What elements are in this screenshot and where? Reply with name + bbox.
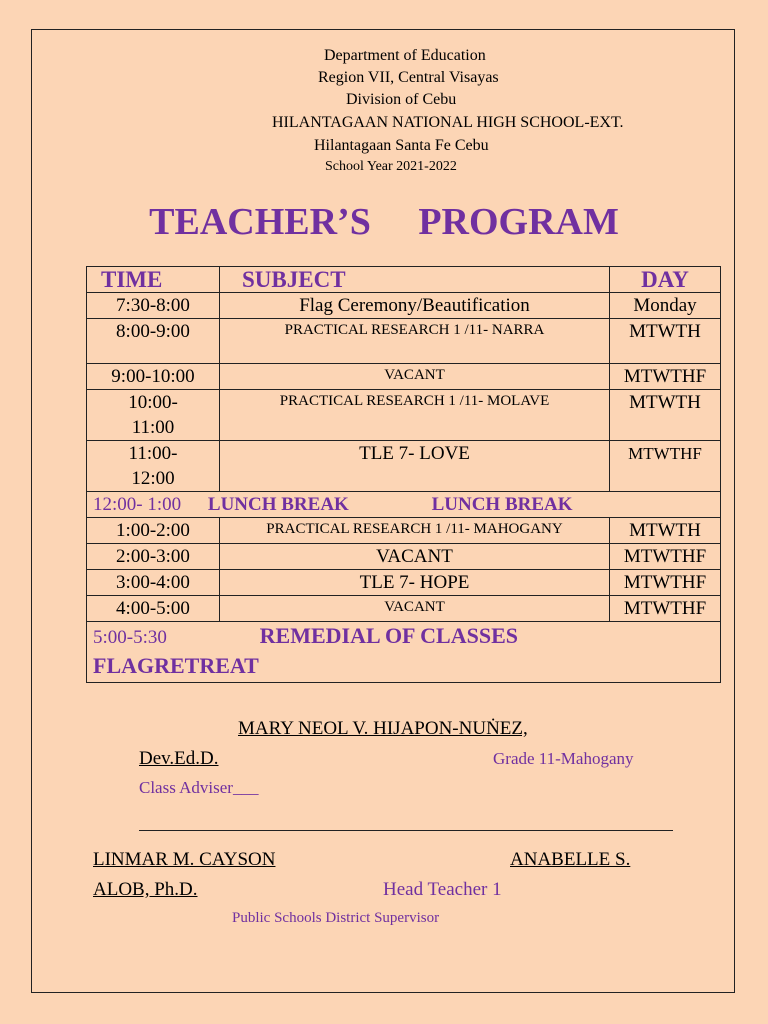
row-time: 2:00-3:00 [87,544,220,570]
row-subject: PRACTICAL RESEARCH 1 /11- MOLAVE [220,390,610,441]
row-time: 9:00-10:00 [87,364,220,390]
row-day: MTWTHF [610,570,721,596]
supervisor-role: Public Schools District Supervisor [232,910,440,926]
header-school-year: School Year 2021-2022 [325,159,457,174]
schedule-table [86,266,721,683]
header-division: Division of Cebu [346,91,457,108]
adviser-grade: Grade 11-Mahogany [493,749,634,768]
table-header-row [87,267,721,293]
table-row [87,596,721,622]
remedial-row [87,622,721,683]
row-day: Monday [610,293,721,319]
adviser-name: MARY NEOL V. HIJAPON-NUṄEZ, [238,718,528,739]
row-subject: TLE 7- HOPE [220,570,610,596]
adviser-degree: Dev.Ed.D. [139,748,219,769]
table-row [87,518,721,544]
col-time-header: TIME [87,267,220,293]
row-day: MTWTHF [610,441,721,492]
remedial-label: REMEDIAL OF CLASSES [259,623,519,648]
row-time: 11:00- 12:00 [87,441,220,492]
row-day: MTWTHF [610,544,721,570]
table-row [87,544,721,570]
row-time: 8:00-9:00 [87,319,220,364]
row-subject: PRACTICAL RESEARCH 1 /11- NARRA [220,319,610,364]
header-department: Department of Education [324,47,486,64]
table-row [87,364,721,390]
row-time: 10:00- 11:00 [87,390,220,441]
row-time: 1:00-2:00 [87,518,220,544]
row-day: MTWTHF [610,596,721,622]
table-row [87,570,721,596]
flag-retreat-label: FLAGRETREAT [93,653,259,678]
page-title: TEACHER’S PROGRAM [149,201,619,243]
row-day: MTWTH [610,390,721,441]
row-day: MTWTH [610,518,721,544]
head-teacher-role: Head Teacher 1 [383,879,502,900]
lunch-time: 12:00- 1:00 [93,494,182,515]
col-day-header: DAY [610,267,721,293]
table-row [87,319,721,364]
col-subject-header: SUBJECT [220,267,610,293]
table-row [87,441,721,492]
row-time: 4:00-5:00 [87,596,220,622]
lunch-label: LUNCH BREAK [431,494,573,515]
remedial-time: 5:00-5:30 [93,627,167,648]
head-teacher-name: LINMAR M. CAYSON [93,849,276,870]
row-day: MTWTH [610,319,721,364]
row-subject: Flag Ceremony/Beautification [220,293,610,319]
row-subject: VACANT [220,364,610,390]
row-day: MTWTHF [610,364,721,390]
signature-line [139,830,673,831]
supervisor-name-part1: ANABELLE S. [510,849,631,870]
row-subject: PRACTICAL RESEARCH 1 /11- MAHOGANY [220,518,610,544]
row-time: 7:30-8:00 [87,293,220,319]
row-subject: TLE 7- LOVE [220,441,610,492]
header-school: HILANTAGAAN NATIONAL HIGH SCHOOL-EXT. [272,114,624,131]
table-row [87,390,721,441]
adviser-role: Class Adviser___ [139,778,259,797]
lunch-row [87,492,721,518]
row-time: 3:00-4:00 [87,570,220,596]
table-row [87,293,721,319]
row-subject: VACANT [220,596,610,622]
row-subject: VACANT [220,544,610,570]
supervisor-name-part2: ALOB, Ph.D. [93,879,198,900]
header-region: Region VII, Central Visayas [318,69,499,86]
lunch-label: LUNCH BREAK [207,494,349,515]
header-address: Hilantagaan Santa Fe Cebu [314,137,489,154]
